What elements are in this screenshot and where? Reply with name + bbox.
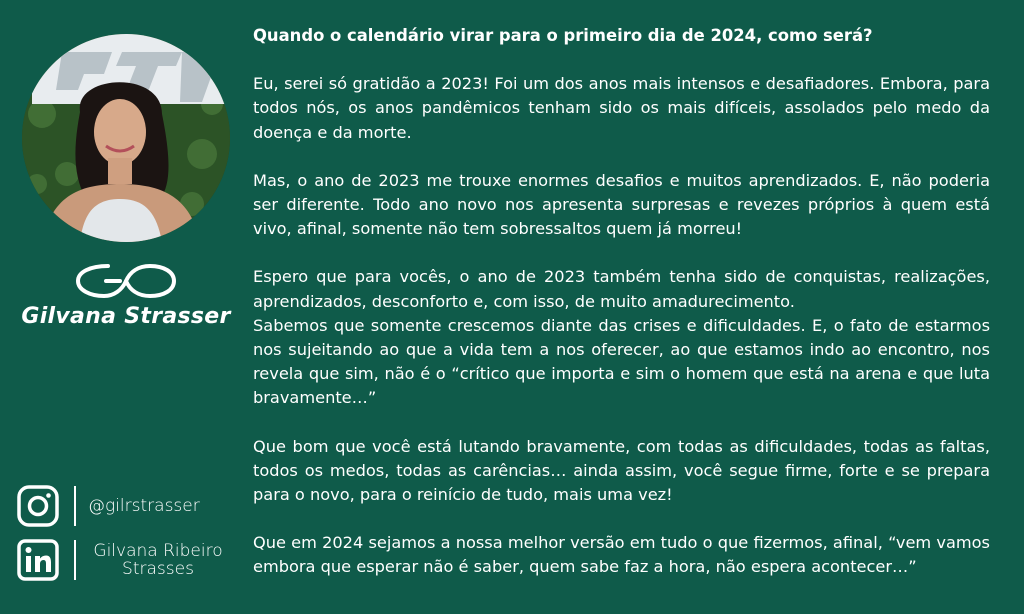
post-paragraph-6: Que em 2024 sejamos a nossa melhor versão em tudo o que fizermos, afinal, “vem vamos embora que esperar não é saber, quem sabe faz a hora, não espera acontecer…” <box>253 533 990 577</box>
profile-sidebar <box>0 0 250 614</box>
linkedin-name-line2: Strasses <box>122 559 194 579</box>
post-paragraph-4: Sabemos que somente crescemos diante das crises e dificuldades. E, o fato de estarmos nos sujeitando ao que a vida tem a nos oferecer, ao que estamos indo ao encontro, nos revela que sim, não é o “crítico que importa e sim o homem que está na arena e que luta bravamente…” <box>253 315 990 408</box>
brand-block <box>20 258 232 329</box>
brand-name: Gilvana Strasser <box>21 304 231 329</box>
linkedin-name-line1: Gilvana Ribeiro <box>93 541 223 561</box>
post-paragraph-1: Eu, serei só gratidão a 2023! Foi um dos anos mais intensos e desafiadores. Embora, para todos nós, os anos pandêmicos tenham sido os mais difíceis, assolados pelo medo da doença e da morte. <box>253 74 990 142</box>
social-divider <box>74 540 76 580</box>
instagram-icon[interactable] <box>16 484 60 528</box>
post-paragraph-3: Espero que para vocês, o ano de 2023 também tenha sido de conquistas, realizações, aprendizados, desconforto e, com isso, de muito amadurecimento. <box>253 267 990 311</box>
post-paragraph-2: Mas, o ano de 2023 me trouxe enormes desafios e muitos aprendizados. E, não poderia ser diferente. Todo ano novo nos apresenta surpresas e revezes próprios à quem está vivo, afinal, somente não tem sobressaltos quem já morreu! <box>253 170 990 239</box>
instagram-handle[interactable]: @gilrstrasser <box>88 496 200 516</box>
linkedin-row[interactable] <box>16 538 246 582</box>
instagram-row[interactable] <box>16 484 246 528</box>
social-divider <box>74 486 76 526</box>
post-paragraph-5: Que bom que você está lutando bravamente, com todas as dificuldades, todas as faltas, todos os medos, todas as carências… ainda assim, você segue firme, forte e se prepara para o novo, para o reinício de tudo, mais uma vez! <box>253 436 990 505</box>
post-heading: Quando o calendário virar para o primeiro dia de 2024, como será? <box>253 26 873 45</box>
post-content <box>253 24 990 580</box>
portrait-photo <box>22 34 230 242</box>
profile-avatar <box>22 34 230 242</box>
linkedin-icon[interactable] <box>16 538 60 582</box>
infinity-logo-icon <box>20 258 232 304</box>
linkedin-name[interactable] <box>86 538 230 582</box>
